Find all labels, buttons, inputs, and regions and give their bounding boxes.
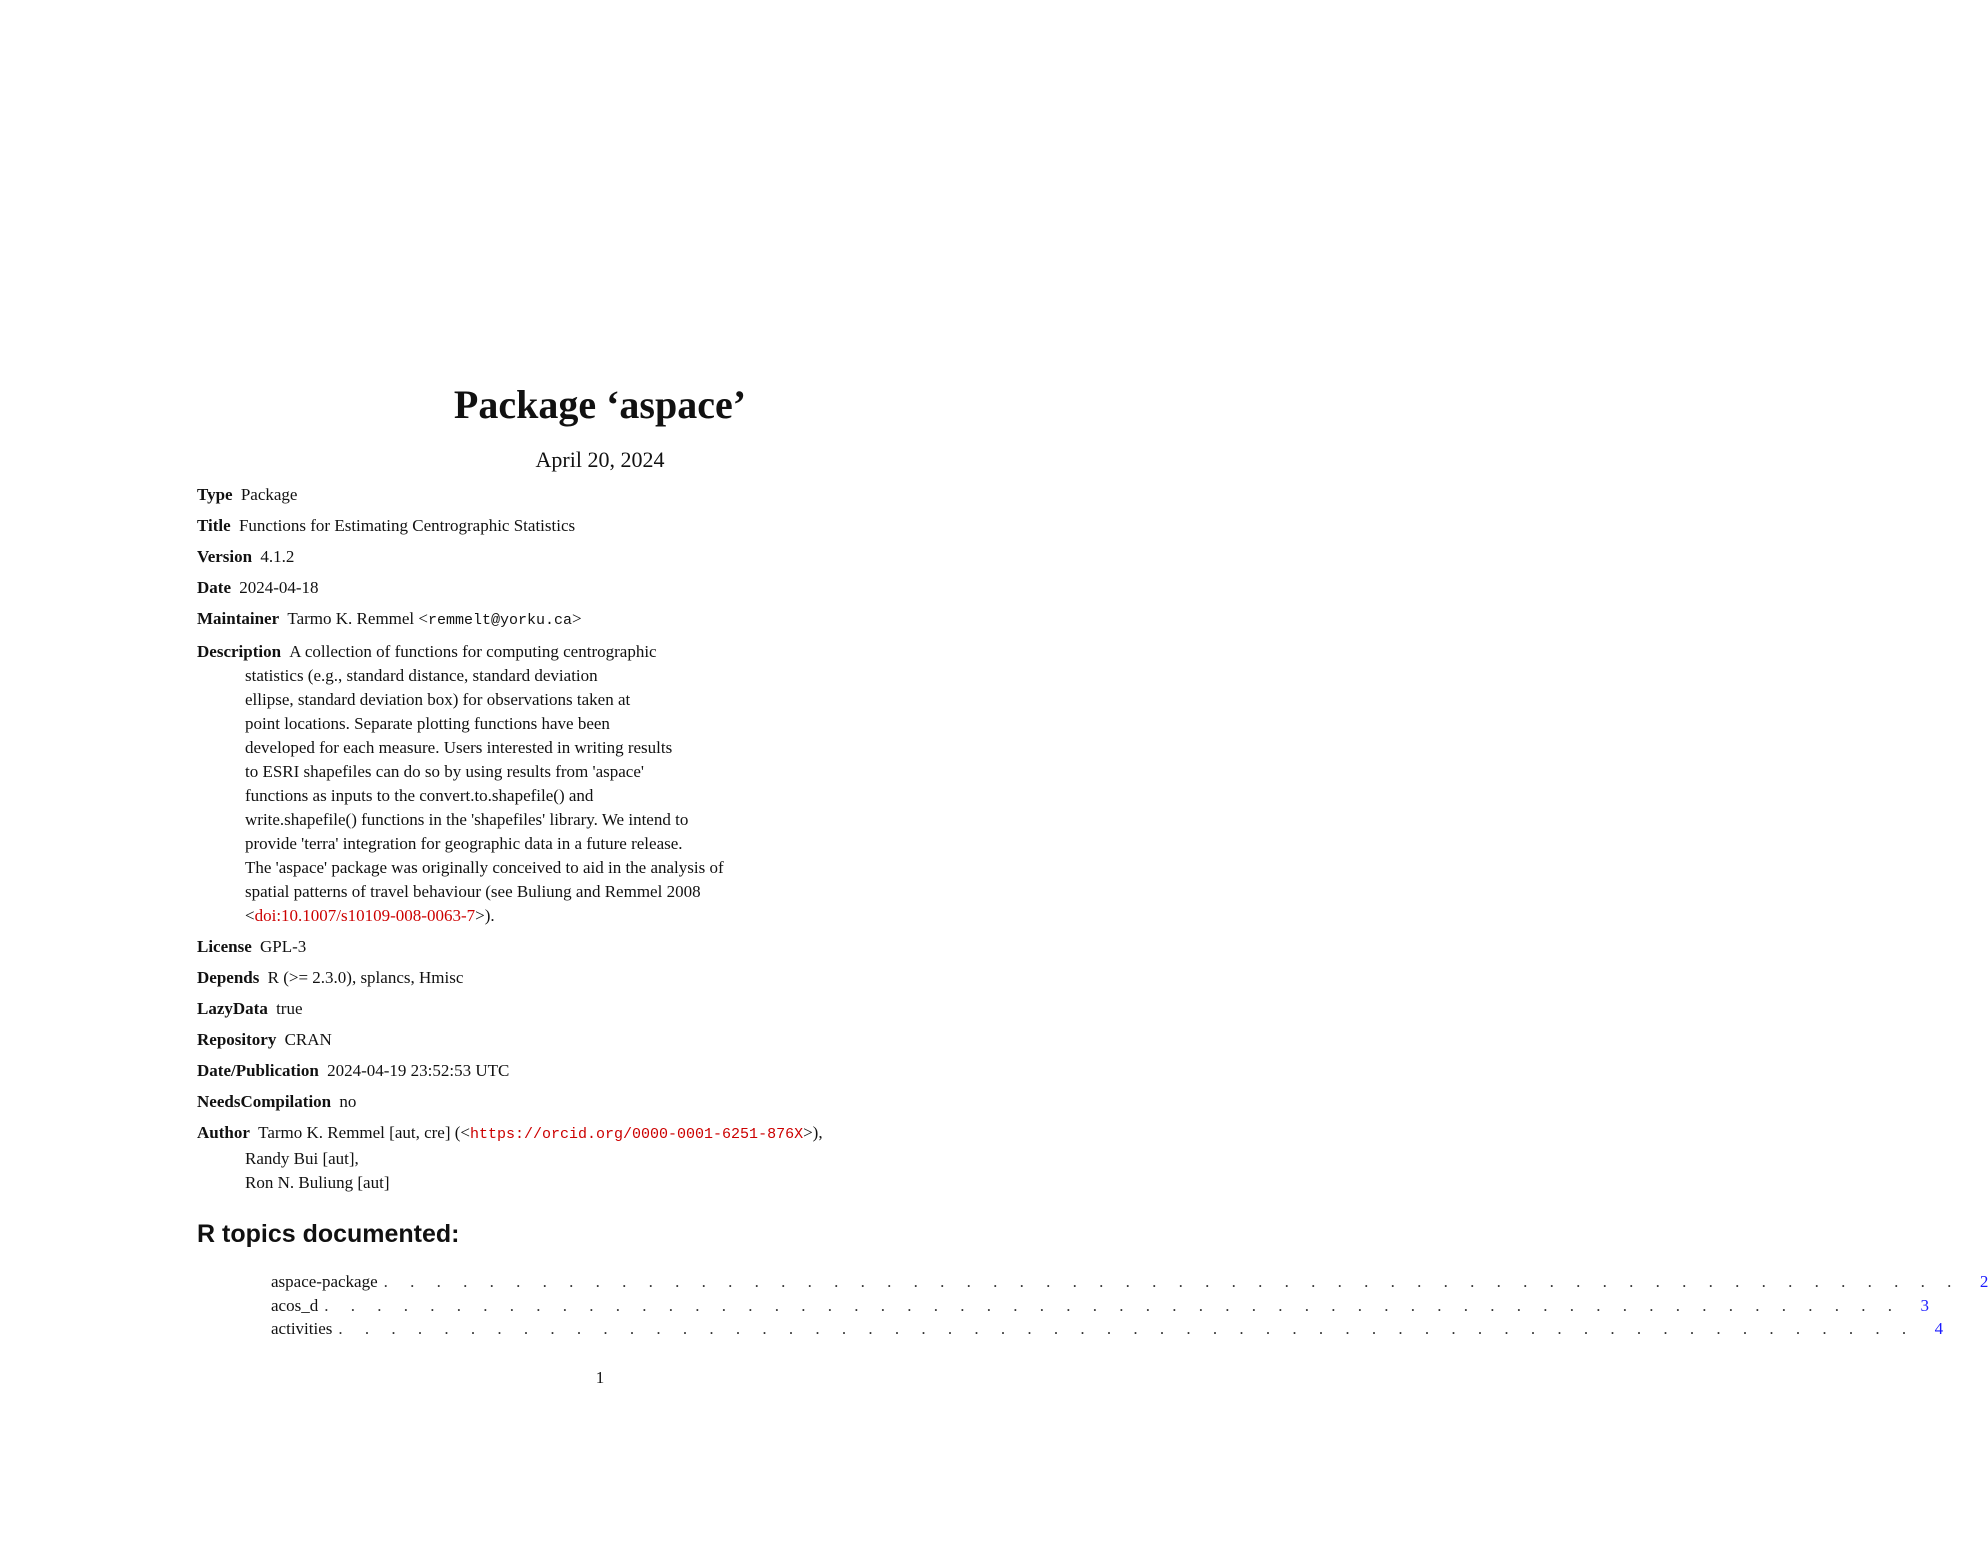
toc-entry-name[interactable]: acos_d xyxy=(271,1295,319,1315)
toc-leader-dots: . . . . . . . . . . . . . . . . . . . . . . . . . . . . . . . . . . . . . . . . . . . . . . . . . . . . . . . . . . . . xyxy=(338,1319,1916,1338)
field-value: true xyxy=(276,999,303,1018)
doi-close: >). xyxy=(475,906,495,925)
field-version xyxy=(197,545,1097,569)
document-title: Package ‘aspace’ xyxy=(453,382,747,427)
table-of-contents xyxy=(271,1270,1988,1341)
toc-page-link[interactable]: 3 xyxy=(1920,1295,1929,1315)
field-value: 2024-04-18 xyxy=(239,578,319,597)
description-line: write.shapefile() functions in the 'shapefiles' library. We intend to xyxy=(245,810,689,829)
toc-heading: R topics documented: xyxy=(197,1220,460,1248)
field-date xyxy=(197,576,1097,600)
field-value: GPL-3 xyxy=(260,937,307,956)
field-key: Author xyxy=(197,1123,250,1142)
maintainer-close: > xyxy=(572,609,582,628)
description-line: developed for each measure. Users interested in writing results xyxy=(245,738,673,757)
field-key: Date xyxy=(197,578,231,597)
author-line: Ron N. Buliung [aut] xyxy=(245,1173,390,1192)
field-value: R (>= 2.3.0), splancs, Hmisc xyxy=(267,968,464,987)
author-text: Tarmo K. Remmel [aut, cre] (< xyxy=(258,1123,471,1142)
field-license xyxy=(197,935,1097,959)
field-key: Description xyxy=(197,642,282,661)
maintainer-email[interactable]: remmelt@yorku.ca xyxy=(428,612,573,629)
field-lazydata xyxy=(197,997,1097,1021)
description-line: The 'aspace' package was originally conceived to aid in the analysis of xyxy=(245,858,724,877)
description-line: to ESRI shapefiles can do so by using results from 'aspace' xyxy=(245,762,644,781)
field-needs-compilation xyxy=(197,1090,1097,1114)
field-key: Repository xyxy=(197,1030,277,1049)
field-title xyxy=(197,514,1097,538)
field-depends xyxy=(197,966,1097,990)
field-key: Title xyxy=(197,516,231,535)
page-number: 1 xyxy=(595,1368,605,1387)
author-line: Randy Bui [aut], xyxy=(245,1149,359,1168)
field-value xyxy=(287,609,581,628)
toc-entry[interactable] xyxy=(271,1270,1988,1294)
field-key: License xyxy=(197,937,252,956)
field-date-publication xyxy=(197,1059,1097,1083)
field-key: Type xyxy=(197,485,233,504)
description-line: ellipse, standard deviation box) for observations taken at xyxy=(245,690,631,709)
toc-page-link[interactable]: 2 xyxy=(1979,1272,1988,1291)
field-key: NeedsCompilation xyxy=(197,1092,332,1111)
author-line xyxy=(258,1123,822,1142)
description-line: point locations. Separate plotting functions have been xyxy=(245,714,610,733)
orcid-link[interactable]: https://orcid.org/0000-0001-6251-876X xyxy=(470,1126,804,1143)
field-key: Maintainer xyxy=(197,609,280,628)
description-line: spatial patterns of travel behaviour (see Buliung and Remmel 2008 xyxy=(245,882,701,901)
field-value: 4.1.2 xyxy=(260,547,295,566)
description-fields xyxy=(197,483,1097,1202)
field-value: Functions for Estimating Centrographic Statistics xyxy=(238,516,576,535)
description-line: A collection of functions for computing centrographic xyxy=(289,642,657,661)
doi-link[interactable]: doi:10.1007/s10109-008-0063-7 xyxy=(254,906,476,925)
field-key: Date/Publication xyxy=(197,1061,319,1080)
toc-entry[interactable] xyxy=(271,1317,1944,1341)
document-date: April 20, 2024 xyxy=(535,447,665,472)
field-value: no xyxy=(339,1092,357,1111)
toc-leader-dots: . . . . . . . . . . . . . . . . . . . . . . . . . . . . . . . . . . . . . . . . . . . . . . . . . . . . . . . . . . . . xyxy=(324,1295,1901,1315)
toc-entry-name[interactable]: activities xyxy=(271,1319,333,1338)
field-key: LazyData xyxy=(197,999,268,1018)
field-author xyxy=(197,1121,1097,1195)
description-doi-line xyxy=(197,904,1097,928)
description-line: provide 'terra' integration for geographic data in a future release. xyxy=(245,834,683,853)
field-value: CRAN xyxy=(284,1030,332,1049)
description-line: functions as inputs to the convert.to.shapefile() and xyxy=(245,786,594,805)
maintainer-name: Tarmo K. Remmel < xyxy=(287,609,428,628)
field-type xyxy=(197,483,1097,507)
field-description xyxy=(197,640,1097,928)
field-repository xyxy=(197,1028,1097,1052)
field-key: Depends xyxy=(197,968,260,987)
description-line: statistics (e.g., standard distance, standard deviation xyxy=(245,666,598,685)
field-value: Package xyxy=(240,485,298,504)
field-maintainer xyxy=(197,607,1097,633)
field-value: 2024-04-19 23:52:53 UTC xyxy=(327,1061,510,1080)
field-key: Version xyxy=(197,547,253,566)
author-text: >), xyxy=(803,1123,823,1142)
doi-open: < xyxy=(245,906,255,925)
toc-entry[interactable] xyxy=(271,1294,1929,1318)
toc-entry-name[interactable]: aspace-package xyxy=(271,1272,378,1291)
toc-leader-dots: . . . . . . . . . . . . . . . . . . . . . . . . . . . . . . . . . . . . . . . . . . . . . . . . . . . . . . . . . . . . xyxy=(383,1272,1961,1291)
toc-page-link[interactable]: 4 xyxy=(1934,1319,1944,1338)
